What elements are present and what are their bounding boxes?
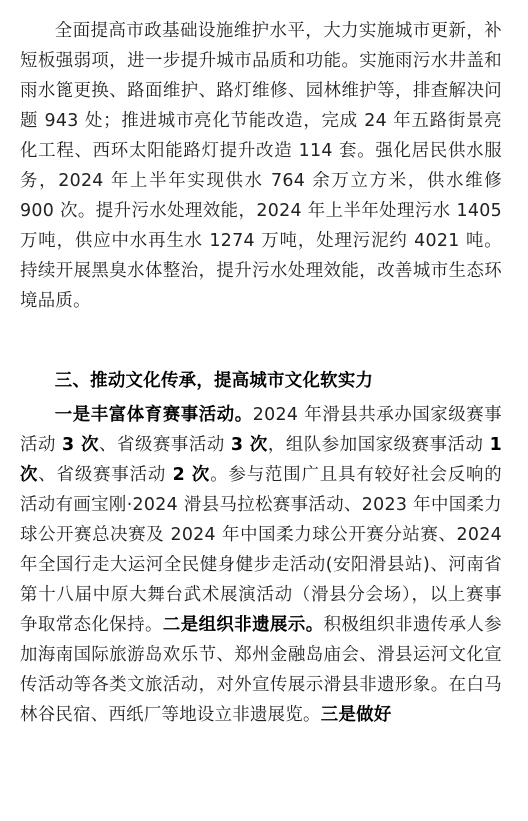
text-segment: ，组队参加国家级赛事活动	[267, 435, 490, 455]
count-national-hosted: 3 次	[62, 435, 100, 455]
count-national-joined: 1 次	[20, 435, 502, 485]
paragraph-infrastructure: 全面提高市政基础设施维护水平，大力实施城市更新，补短板强弱项，进一步提升城市品质和功能。实施雨污水井盖和雨水篦更换、路面维护、路灯维修、园林维护等，排查解决问题 943 处；推进城市亮化节能改造，完成 24 年五路街景亮化工程、西环太阳能路灯提升改造 114 套。强化居民供水服务，2024 年上半年实现供水 764 余万立方米，供水维修 900 次。提升污水处理效能，2024 年上半年处理污水 1405 万吨，供应中水再生水 1274 万吨，处理污泥约 4021 吨。持续开展黑臭水体整治，提升污水处理效能，改善城市生态环境品质。	[20, 21, 502, 311]
lead-third-item: 三是做好	[320, 705, 392, 725]
document-page	[20, 16, 502, 730]
lead-heritage-display: 二是组织非遗展示。	[162, 615, 324, 635]
count-provincial-hosted: 3 次	[230, 435, 268, 455]
paragraph-culture	[20, 400, 502, 730]
count-provincial-joined: 2 次	[172, 465, 211, 485]
text-segment: 、省级赛事活动	[38, 465, 173, 485]
lead-sports-events: 一是丰富体育赛事活动。	[54, 405, 253, 425]
text-segment: 积极组织非遗传承人参加海南国际旅游岛欢乐节、郑州金融岛庙会、滑县运河文化宣传活动等各类文旅活动，对外宣传展示滑县非遗形象。在白马林谷民宿、西纸厂等地设立非遗展览。	[20, 615, 502, 725]
text-segment: 、省级赛事活动	[99, 435, 231, 455]
text-segment: 。参与范围广且具有较好社会反响的活动有画宝刚·2024 滑县马拉松赛事活动、2023 年中国柔力球公开赛总决赛及 2024 年中国柔力球公开赛分站赛、2024 年全国行走大运河全民健身健步走活动(安阳滑县站)、河南省第十八届中原大舞台武术展演活动（滑县分会场），以上赛事争取常态化保持。	[20, 465, 502, 635]
section-heading-culture: 三、推动文化传承，提高城市文化软实力	[54, 371, 374, 391]
text-segment: 2024 年滑县共承办国家级赛事活动	[20, 405, 502, 455]
